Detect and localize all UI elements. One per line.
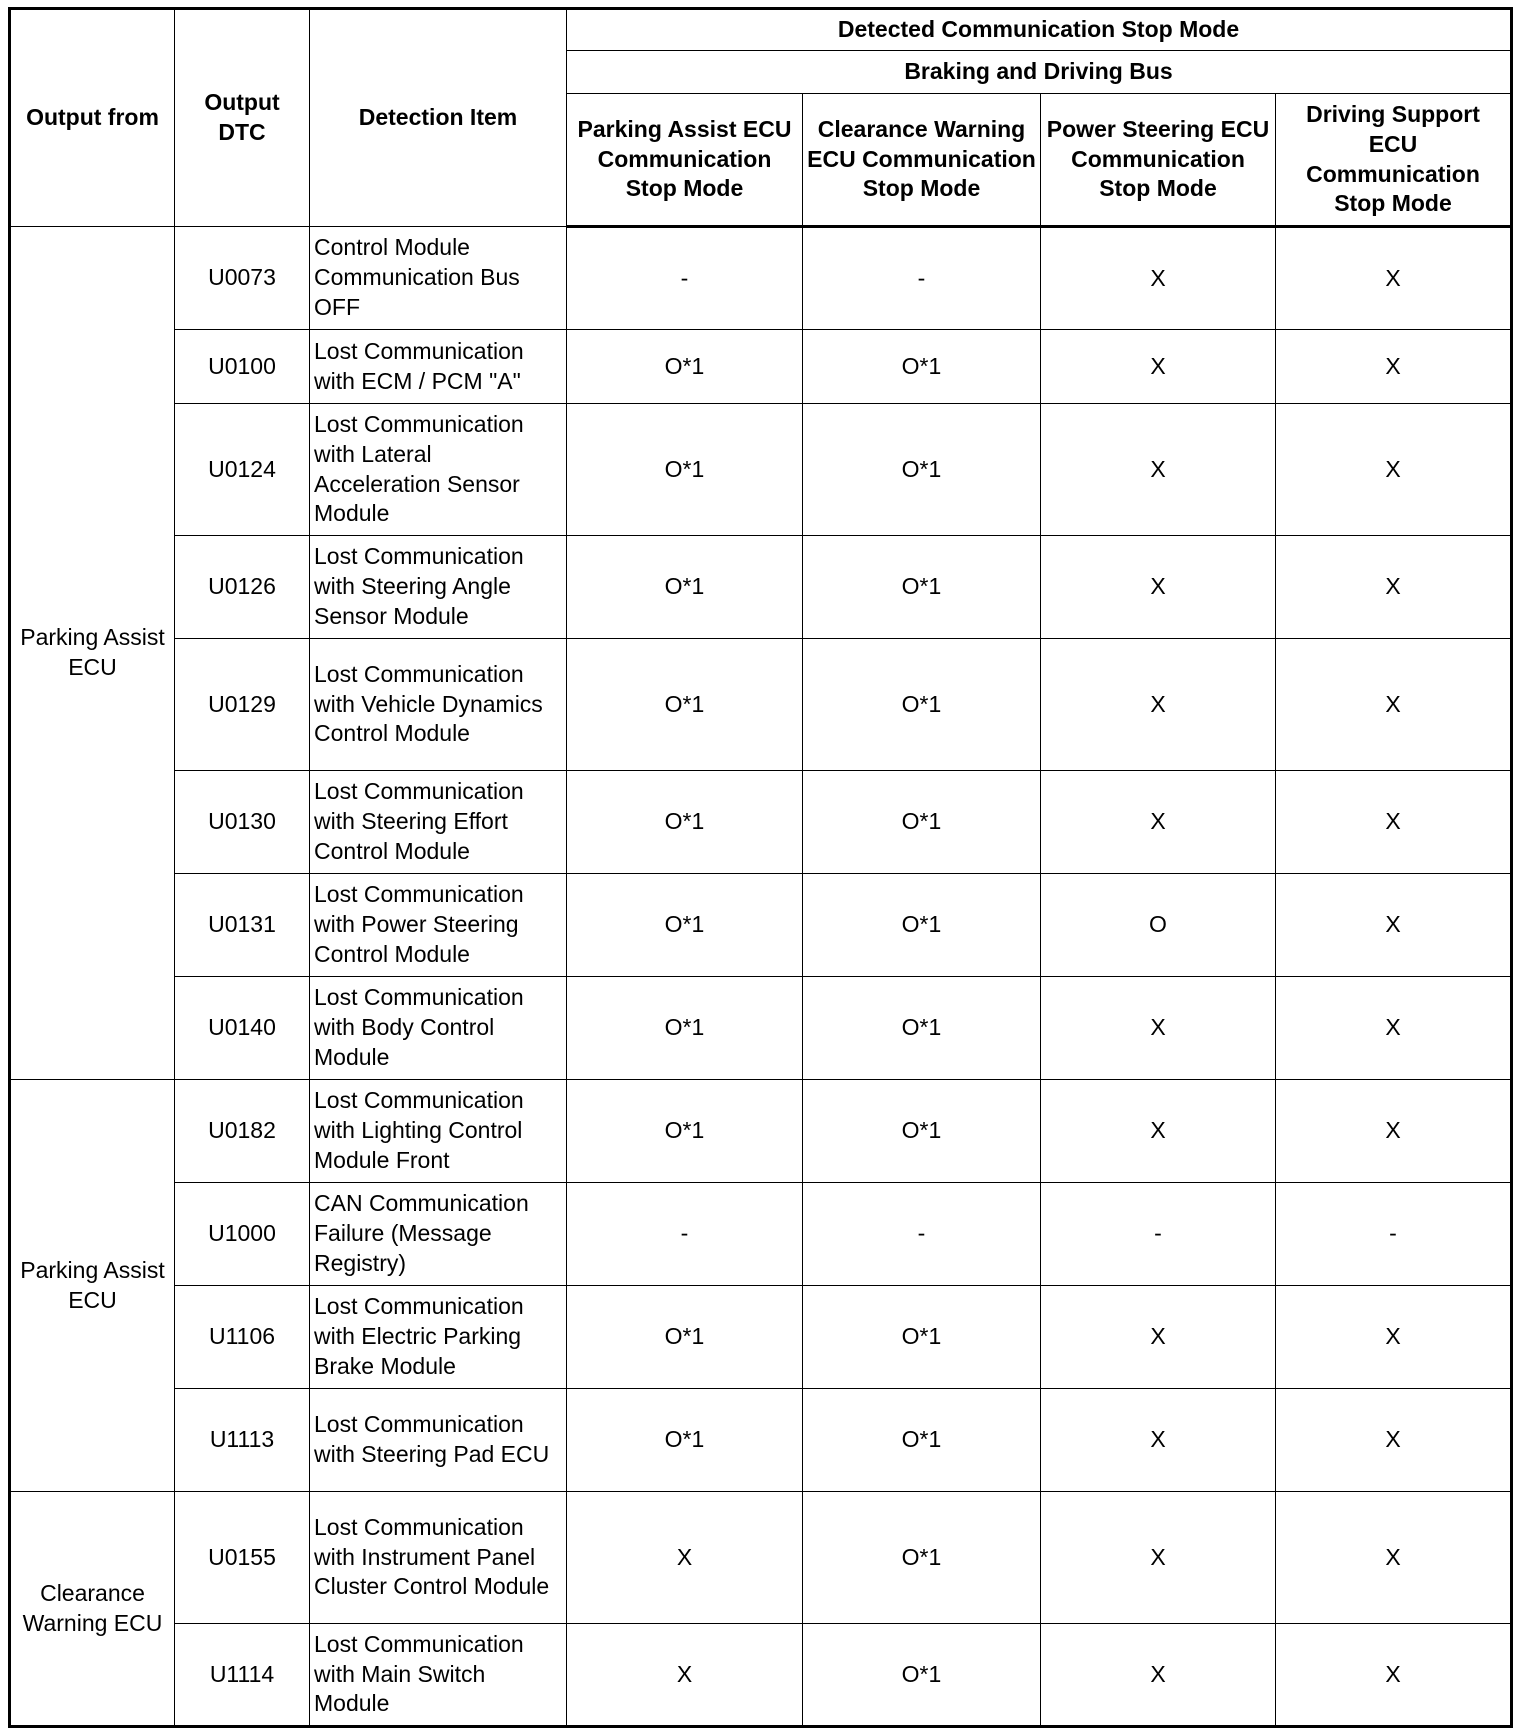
table-row — [10, 1624, 1512, 1727]
header-mode-clearance-warning: Clearance Warning ECU Communication Stop Mode — [803, 94, 1041, 227]
mode-value: O*1 — [567, 404, 803, 536]
detection-item: Control Module Communication Bus OFF — [310, 227, 567, 330]
dtc-code: U0140 — [175, 977, 310, 1080]
mode-value: O*1 — [567, 1389, 803, 1492]
mode-value: X — [567, 1624, 803, 1727]
mode-value: O*1 — [567, 977, 803, 1080]
mode-value: O*1 — [803, 1492, 1041, 1624]
table-row — [10, 1492, 1512, 1624]
mode-value: X — [567, 1492, 803, 1624]
group-cell: Parking Assist ECU — [10, 227, 175, 1080]
mode-value: O*1 — [803, 639, 1041, 771]
group-cell: Parking Assist ECU — [10, 1080, 175, 1492]
table-row — [10, 536, 1512, 639]
mode-value: O*1 — [567, 330, 803, 404]
mode-value: X — [1276, 1624, 1512, 1727]
mode-value: X — [1041, 1286, 1276, 1389]
dtc-code: U0073 — [175, 227, 310, 330]
table-row — [10, 874, 1512, 977]
mode-value: O*1 — [803, 1389, 1041, 1492]
mode-value: - — [567, 1183, 803, 1286]
table-row — [10, 977, 1512, 1080]
mode-value: O — [1041, 874, 1276, 977]
mode-value: X — [1276, 1080, 1512, 1183]
detection-item: Lost Communication with Body Control Module — [310, 977, 567, 1080]
mode-value: X — [1276, 330, 1512, 404]
mode-value: X — [1041, 404, 1276, 536]
detection-item: Lost Communication with Lateral Acceleration Sensor Module — [310, 404, 567, 536]
dtc-code: U0126 — [175, 536, 310, 639]
mode-value: O*1 — [803, 330, 1041, 404]
mode-value: X — [1276, 977, 1512, 1080]
table-row — [10, 1183, 1512, 1286]
dtc-code: U0124 — [175, 404, 310, 536]
mode-value: X — [1041, 639, 1276, 771]
dtc-code: U0130 — [175, 771, 310, 874]
detection-item: Lost Communication with Main Switch Module — [310, 1624, 567, 1727]
mode-value: O*1 — [567, 1286, 803, 1389]
mode-value: - — [803, 1183, 1041, 1286]
mode-value: O*1 — [567, 536, 803, 639]
mode-value: - — [803, 227, 1041, 330]
dtc-code: U0155 — [175, 1492, 310, 1624]
mode-value: X — [1041, 1080, 1276, 1183]
detection-item: Lost Communication with ECM / PCM "A" — [310, 330, 567, 404]
mode-value: X — [1041, 1624, 1276, 1727]
header-mode-driving-support: Driving Support ECU Communication Stop Mode — [1276, 94, 1512, 227]
mode-value: O*1 — [803, 1624, 1041, 1727]
mode-value: - — [1276, 1183, 1512, 1286]
group-cell: Clearance Warning ECU — [10, 1492, 175, 1727]
detection-item: Lost Communication with Steering Angle Sensor Module — [310, 536, 567, 639]
mode-value: - — [1041, 1183, 1276, 1286]
mode-value: O*1 — [803, 404, 1041, 536]
mode-value: X — [1276, 771, 1512, 874]
header-output-from: Output from — [10, 9, 175, 227]
header-output-dtc: Output DTC — [175, 9, 310, 227]
mode-value: X — [1276, 874, 1512, 977]
mode-value: X — [1276, 404, 1512, 536]
detection-item: Lost Communication with Lighting Control Module Front — [310, 1080, 567, 1183]
mode-value: O*1 — [803, 1080, 1041, 1183]
dtc-code: U0129 — [175, 639, 310, 771]
mode-value: O*1 — [567, 639, 803, 771]
dtc-code: U0131 — [175, 874, 310, 977]
mode-value: O*1 — [803, 536, 1041, 639]
table-row — [10, 330, 1512, 404]
mode-value: X — [1276, 1389, 1512, 1492]
detection-item: Lost Communication with Instrument Panel Cluster Control Module — [310, 1492, 567, 1624]
detection-item: Lost Communication with Steering Effort Control Module — [310, 771, 567, 874]
dtc-code: U0182 — [175, 1080, 310, 1183]
header-bus: Braking and Driving Bus — [567, 51, 1512, 94]
dtc-table — [8, 7, 1513, 1728]
header-mode-power-steering: Power Steering ECU Communication Stop Mode — [1041, 94, 1276, 227]
detection-item: Lost Communication with Vehicle Dynamics Control Module — [310, 639, 567, 771]
mode-value: O*1 — [803, 874, 1041, 977]
mode-value: X — [1276, 639, 1512, 771]
dtc-code: U1113 — [175, 1389, 310, 1492]
detection-item: Lost Communication with Electric Parking Brake Module — [310, 1286, 567, 1389]
mode-value: O*1 — [803, 1286, 1041, 1389]
mode-value: X — [1276, 1286, 1512, 1389]
table-row — [10, 1389, 1512, 1492]
detection-item: Lost Communication with Steering Pad ECU — [310, 1389, 567, 1492]
dtc-code: U1000 — [175, 1183, 310, 1286]
mode-value: X — [1041, 227, 1276, 330]
mode-value: - — [567, 227, 803, 330]
mode-value: X — [1276, 227, 1512, 330]
table-row — [10, 404, 1512, 536]
mode-value: X — [1041, 771, 1276, 874]
mode-value: X — [1041, 536, 1276, 639]
header-row-1 — [10, 9, 1512, 51]
mode-value: X — [1276, 536, 1512, 639]
table-row — [10, 771, 1512, 874]
table-row — [10, 639, 1512, 771]
table-row — [10, 1080, 1512, 1183]
mode-value: X — [1041, 1389, 1276, 1492]
dtc-code: U1114 — [175, 1624, 310, 1727]
mode-value: X — [1276, 1492, 1512, 1624]
detection-item: CAN Communication Failure (Message Registry) — [310, 1183, 567, 1286]
mode-value: O*1 — [803, 771, 1041, 874]
mode-value: O*1 — [567, 771, 803, 874]
header-detected-mode: Detected Communication Stop Mode — [567, 9, 1512, 51]
mode-value: O*1 — [803, 977, 1041, 1080]
dtc-code: U1106 — [175, 1286, 310, 1389]
table-row — [10, 1286, 1512, 1389]
header-detection-item: Detection Item — [310, 9, 567, 227]
dtc-code: U0100 — [175, 330, 310, 404]
mode-value: O*1 — [567, 1080, 803, 1183]
mode-value: O*1 — [567, 874, 803, 977]
detection-item: Lost Communication with Power Steering Control Module — [310, 874, 567, 977]
table-row — [10, 227, 1512, 330]
mode-value: X — [1041, 1492, 1276, 1624]
mode-value: X — [1041, 330, 1276, 404]
header-mode-parking-assist: Parking Assist ECU Communication Stop Mode — [567, 94, 803, 227]
mode-value: X — [1041, 977, 1276, 1080]
